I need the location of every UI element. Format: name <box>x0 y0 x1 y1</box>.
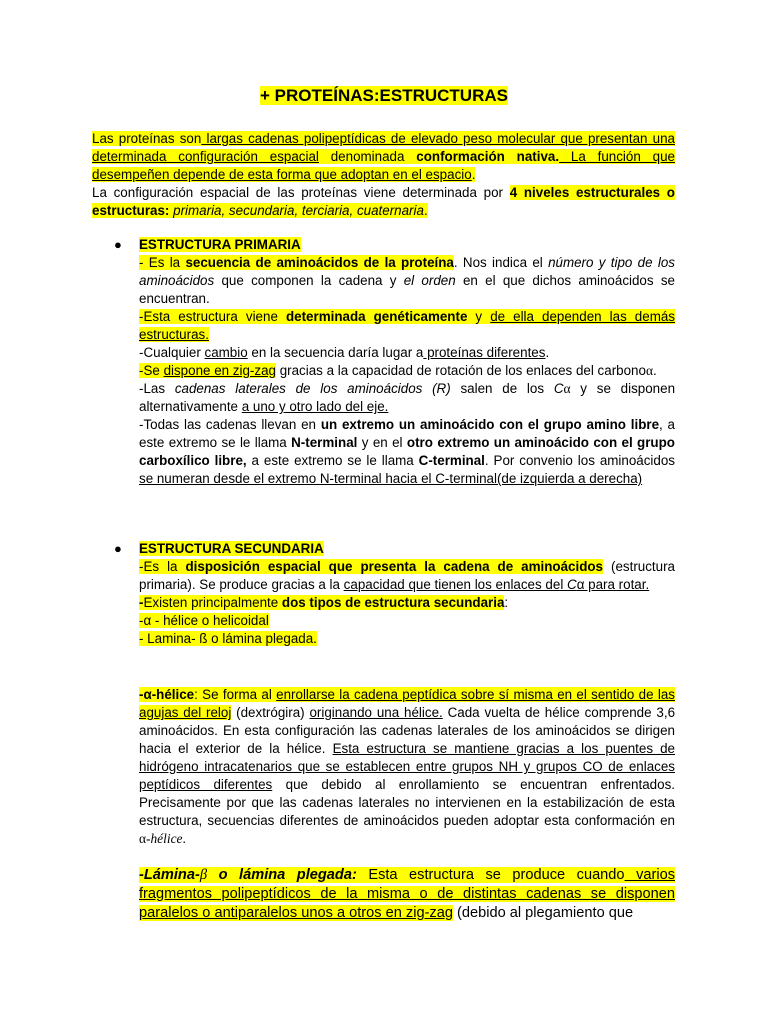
primaria-heading: ESTRUCTURA PRIMARIA <box>139 237 301 252</box>
secundaria-heading: ESTRUCTURA SECUNDARIA <box>139 541 324 556</box>
intro-line-2: La configuración espacial de las proteínas viene determinada por 4 niveles estructurales o estructuras: primaria, secundaria, terciaria, cuaternaria. <box>92 185 675 218</box>
section-primaria <box>139 236 675 488</box>
primaria-line-4: -Se dispone en zig-zag gracias a la capacidad de rotación de los enlaces del carbonoα. <box>139 363 657 378</box>
intro-line-1: Las proteínas son largas cadenas polipeptídicas de elevado peso molecular que presentan una determinada configuración espacial denominada conformación nativa. La función que desempeñen depende de esta forma que adoptan en el espacio. <box>92 131 675 182</box>
intro-paragraph <box>92 130 675 220</box>
section-secundaria <box>139 540 675 648</box>
primaria-line-2: -Esta estructura viene determinada genéticamente y de ella dependen las demás estructuras. <box>139 309 675 342</box>
secundaria-line-4: - Lamina- ß o lámina plegada. <box>139 631 317 646</box>
alfa-helice-paragraph <box>139 686 675 848</box>
primaria-line-5: -Las cadenas laterales de los aminoácidos (R) salen de los Cα y se disponen alternativamente a uno y otro lado del eje. <box>139 381 676 414</box>
primaria-line-1: - Es la secuencia de aminoácidos de la proteína. Nos indica el número y tipo de los aminoácidos que componen la cadena y el orden en el que dichos aminoácidos se encuentran. <box>139 255 676 306</box>
lamina-beta-paragraph <box>139 866 675 923</box>
primaria-line-3: -Cualquier cambio en la secuencia daría lugar a proteínas diferentes. <box>139 345 550 360</box>
bullet-primaria: ● <box>114 237 122 252</box>
secundaria-line-1: -Es la disposición espacial que presenta la cadena de aminoácidos (estructura primaria). Se produce gracias a la capacidad que tienen los enlaces del Cα para rotar. <box>139 559 675 592</box>
alfa-helice-text: -α-hélice: Se forma al enrollarse la cadena peptídica sobre sí misma en el sentido de las agujas del reloj (dextrógira) originando una hélice. Cada vuelta de hélice comprende 3,6 aminoácidos. En esta configuración las cadenas laterales de los aminoácidos se dirigen hacia el exterior de la hélice. Esta estructura se mantiene gracias a los puentes de hidrógeno intracatenarios que se establecen entre grupos NH y grupos CO de enlaces peptídicos diferentes que debido al enrollamiento se encuentran enfrentados. Precisamente por que las cadenas laterales no intervienen en la estabilización de esta estructura, secuencias diferentes de aminoácidos pueden adoptar esta conformación en α-hélice. <box>139 687 676 846</box>
secundaria-line-2: -Existen principalmente dos tipos de estructura secundaria: <box>139 595 509 610</box>
primaria-line-6: -Todas las cadenas llevan en un extremo un aminoácido con el grupo amino libre, a este extremo se le llama N-terminal y en el otro extremo un aminoácido con el grupo carboxílico libre, a este extremo se le llama C-terminal. Por convenio los aminoácidos se numeran desde el extremo N-terminal hacia el C-terminal(de izquierda a derecha) <box>139 417 675 486</box>
secundaria-line-3: -α - hélice o helicoidal <box>139 613 269 628</box>
page-title: + PROTEÍNAS:ESTRUCTURAS <box>260 86 508 105</box>
lamina-beta-text: -Lámina-β o lámina plegada: Esta estructura se produce cuando varios fragmentos polipeptídicos de la misma o de distintas cadenas se disponen paralelos o antiparalelos unos a otros en zig-zag (debido al plegamiento que <box>139 867 675 921</box>
bullet-secundaria: ● <box>114 541 122 556</box>
